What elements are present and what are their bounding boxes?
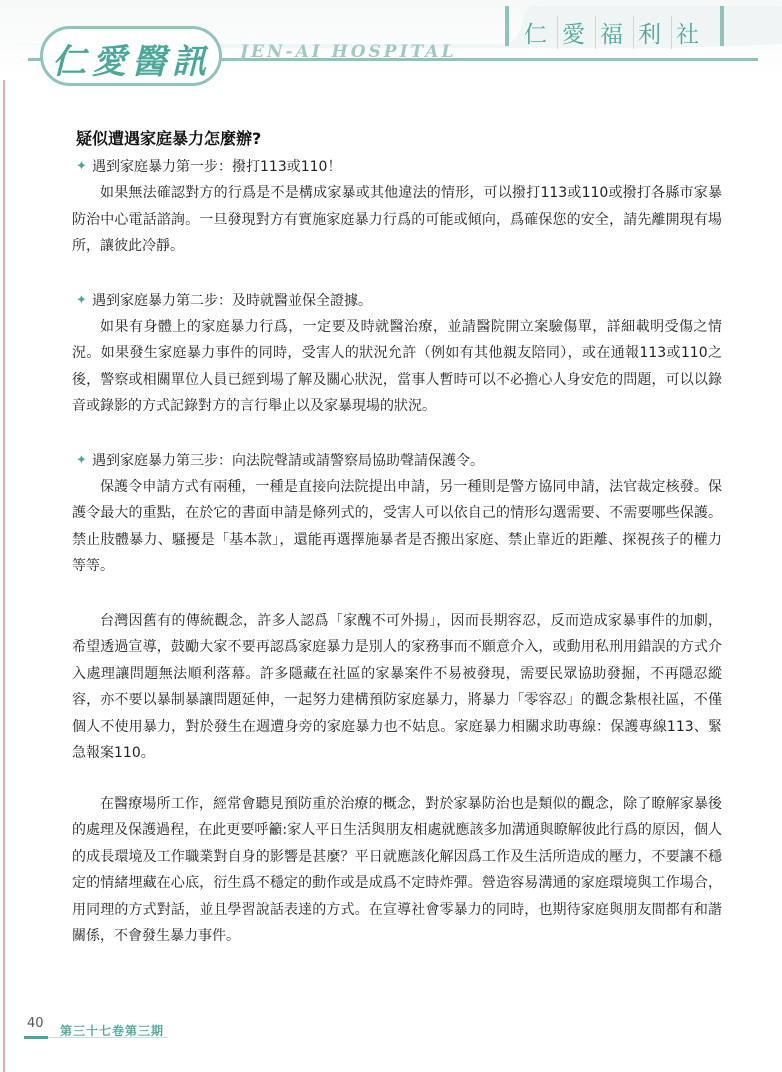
article-body [72,128,722,950]
issue-label: 第三十七卷第三期 [60,1024,165,1038]
column-char: 利 [633,16,665,49]
logo-text: 仁愛醫訊 [52,42,212,82]
paragraph: 在醫療場所工作，經常會聽見預防重於治療的概念，對於家暴防治也是類似的觀念，除了瞭解家暴後的處理及保護過程，在此更要呼籲:家人平日生活與朋友相處就應該多加溝通與瞭解彼此行爲的原因，個人的成長環境及工作職業對自身的影響是甚麼？平日就應該化解因爲工作及生活所造成的壓力，不要讓不穩定的情緒埋藏在心底，衍生爲不穩定的動作或是成爲不定時炸彈。營造容易溝通的家庭環境與工作場合，用同理的方式對話，並且學習說話表達的方式。在宣導社會零暴力的同時，也期待家庭與朋友間都有和諧關係，不會發生暴力事件。 [72,795,722,944]
diamond-bullet-icon: ✦ [76,452,87,468]
column-char: 仁 [524,22,547,48]
paragraph: 如果無法確認對方的行爲是不是構成家暴或其他違法的情形，可以撥打113或110或撥打各縣市家暴防治中心電話諮詢。一旦發現對方有實施家庭暴力行爲的可能或傾向，爲確保您的安全，請先離開現有場所，讓彼此冷靜。 [72,185,722,254]
step-heading-text: 遇到家庭暴力第三步：向法院聲請或請警察局協助聲請保護令。 [92,452,484,469]
step-heading [72,288,722,314]
hospital-name: JEN-AI HOSPITAL [240,42,457,62]
paragraph: 保護令申請方式有兩種，一種是直接向法院提出申請，另一種則是警方協同申請，法官裁定核發。保護令最大的重點，在於它的書面申請是條列式的，受害人可以依自己的情形勾選需要、不需要哪些保護。禁止肢體暴力、騷擾是「基本款」，還能再選擇施暴者是否搬出家庭、禁止靠近的距離、探視孩子的權力等等。 [72,478,722,574]
page-number: 40 [27,1016,44,1031]
footer-rule [24,1036,48,1039]
article-title: 疑似遭遇家庭暴力怎麼辦? [76,129,262,148]
step-heading [72,448,722,474]
paragraph: 台灣因舊有的傳統觀念，許多人認爲「家醜不可外揚」，因而長期容忍，反而造成家暴事件的加劇，希望透過宣導，鼓勵大家不要再認爲家庭暴力是別人的家務事而不願意介入，或動用私刑用錯誤的方式介入處理讓問題無法順利落幕。許多隱藏在社區的家暴案件不易被發現，需要民眾協助發掘，不再隱忍縱容，亦不要以暴制暴讓問題延伸，一起努力建構預防家庭暴力，將暴力「零容忍」的觀念紮根社區，不僅個人不使用暴力，對於發生在週遭身旁的家庭暴力也不姑息。家庭暴力相關求助專線：保護專線113、緊急報案110。 [72,612,722,761]
column-char: 愛 [557,16,589,49]
column-char: 社 [671,16,703,49]
step-heading [72,154,722,180]
step-heading-text: 遇到家庭暴力第一步：撥打113或110！ [92,159,342,175]
diamond-bullet-icon: ✦ [76,159,87,174]
margin-line [3,0,5,1072]
column-title [520,16,703,49]
step-heading-text: 遇到家庭暴力第二步：及時就醫並保全證據。 [92,292,372,309]
column-char: 福 [595,16,627,49]
diamond-bullet-icon: ✦ [76,292,87,308]
paragraph: 如果有身體上的家庭暴力行爲，一定要及時就醫治療，並請醫院開立案驗傷單，詳細載明受傷之情況。如果發生家庭暴力事件的同時，受害人的狀況允許（例如有其他親友陪同），或在通報113或110之後，警察或相關單位人員已經到場了解及關心狀況，當事人暫時可以不必擔心人身安危的問題，可以以錄音或錄影的方式記錄對方的言行舉止以及家暴現場的狀況。 [72,318,722,414]
